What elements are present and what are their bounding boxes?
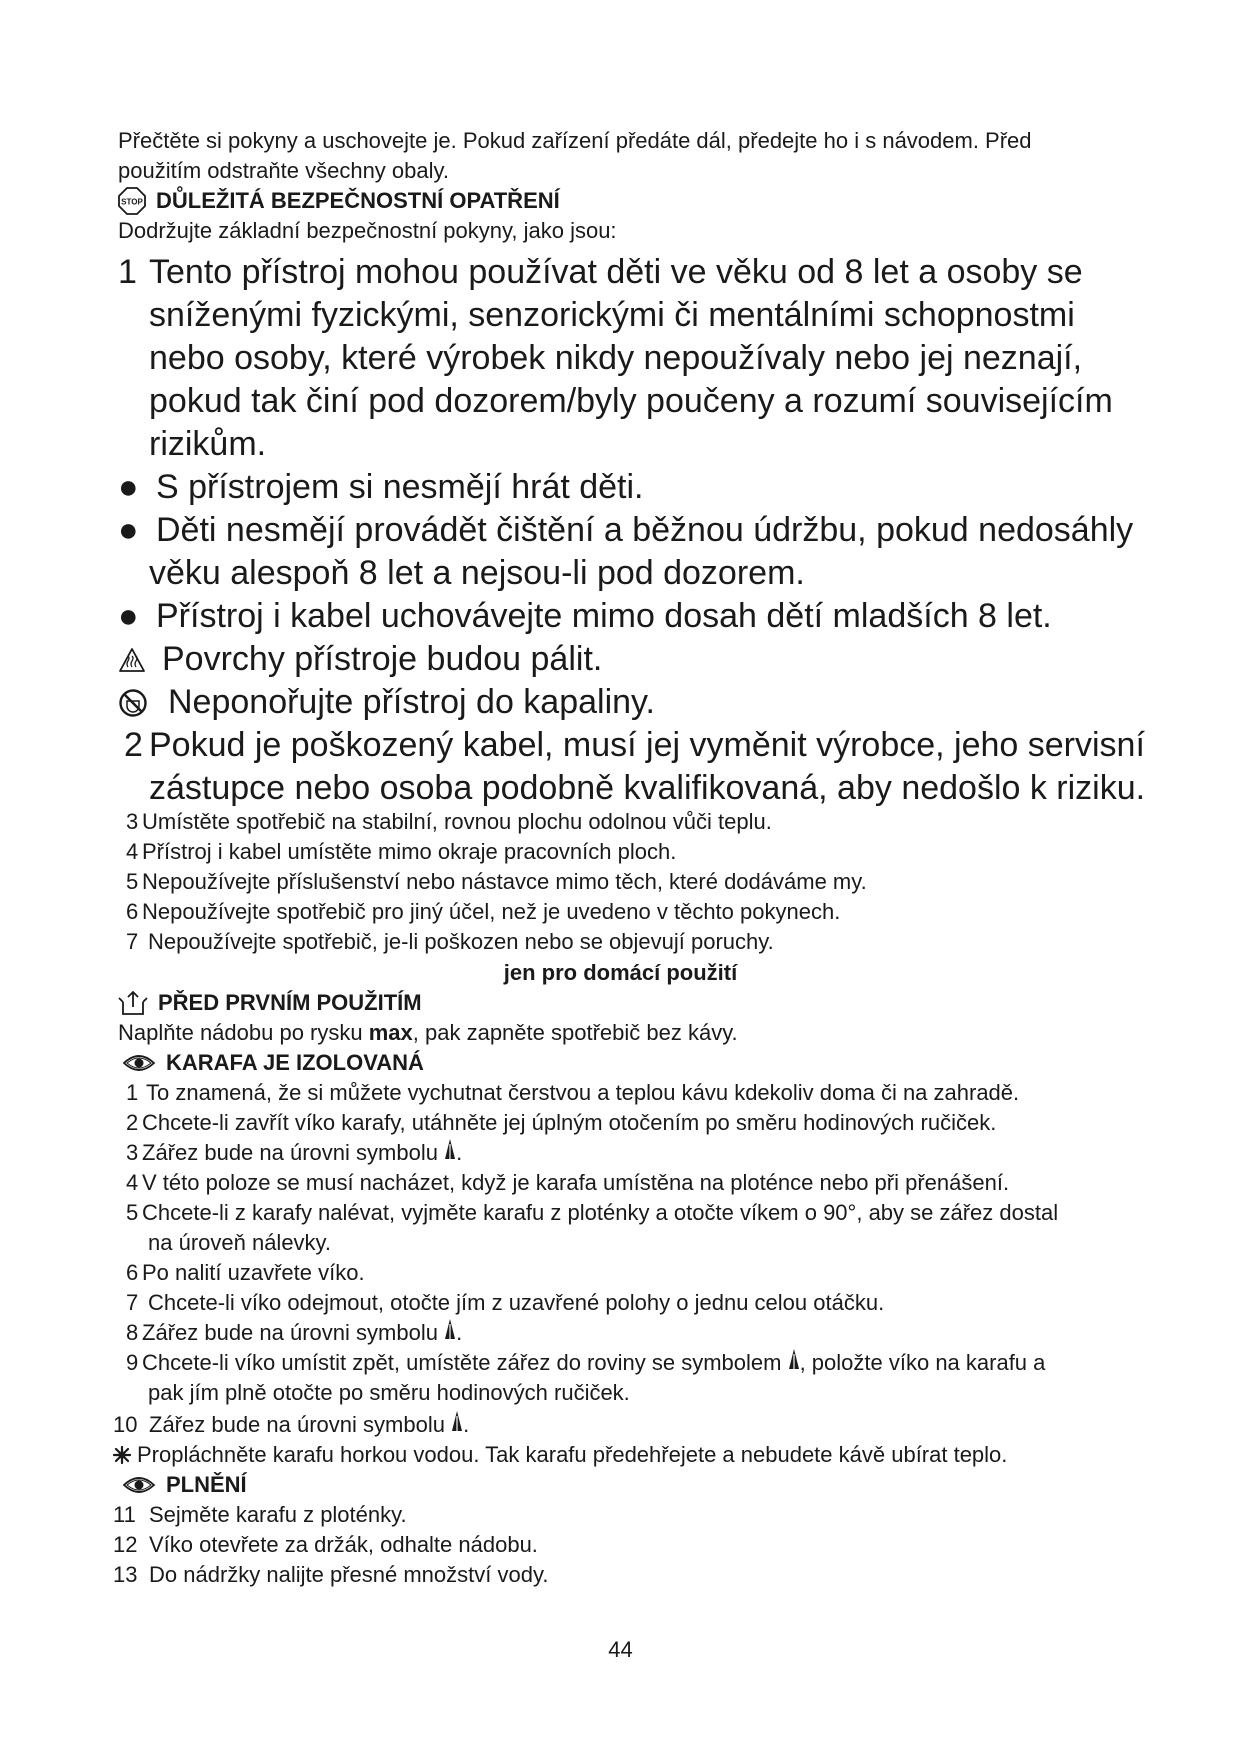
item-text: Sejměte karafu z ploténky. (149, 1502, 407, 1527)
item-number: 1 (126, 1080, 139, 1105)
item-text: Nepoužívejte příslušenství nebo nástavce mimo těch, které dodáváme my. (142, 869, 867, 894)
item-number: 13 (113, 1562, 138, 1587)
list-item (113, 1530, 548, 1560)
stop-icon-label: STOP (121, 197, 143, 207)
bullet-icon: ● (118, 468, 139, 506)
item-text: . (456, 1320, 463, 1345)
carafe-list-10 (113, 1410, 1007, 1470)
item-text: . (456, 1140, 463, 1165)
item-number: 5 (126, 869, 139, 894)
notch-symbol-icon (444, 1318, 456, 1340)
filling-section (118, 1470, 247, 1500)
page-number: 44 (608, 1637, 633, 1662)
item-text: pokud tak činí pod dozorem/byly poučeny a rozumí souvisejícím (149, 382, 1113, 420)
item-text: Chcete-li zavřít víko karafy, utáhněte jej úplným otočením po směru hodinových ručiček. (142, 1110, 997, 1135)
item-text: Zářez bude na úrovni symbolu (142, 1320, 438, 1345)
bullet-icon: ● (118, 511, 139, 549)
item-text: V této poloze se musí nacházet, když je karafa umístěna na ploténce nebo při přenášení. (142, 1170, 1010, 1195)
safety-title: DŮLEŽITÁ BEZPEČNOSTNÍ OPATŘENÍ (156, 188, 560, 213)
item-number: 3 (126, 809, 139, 834)
bullet-item (118, 595, 1145, 638)
eye-icon (122, 1053, 156, 1073)
bullet-icon: ● (118, 597, 139, 635)
item-text: nebo osoby, které výrobek nikdy nepoužívaly nebo jej neznají, (149, 339, 1083, 377)
item-text: Přístroj i kabel umístěte mimo okraje pracovních ploch. (142, 839, 677, 864)
safety-section (118, 186, 617, 246)
notch-symbol-icon (788, 1348, 800, 1370)
list-item (126, 837, 867, 867)
no-immerse-warning (118, 681, 1145, 724)
item-number: 10 (113, 1412, 138, 1437)
item-text: Po nalití uzavřete víko. (142, 1260, 365, 1285)
filling-list (113, 1500, 548, 1590)
item-text: Umístěte spotřebič na stabilní, rovnou plochu odolnou vůči teplu. (142, 809, 772, 834)
item-text-continued: na úroveň nálevky. (148, 1230, 332, 1255)
tip-star-icon (113, 1446, 137, 1464)
item-number: 4 (126, 1170, 139, 1195)
carafe-heading (118, 1048, 424, 1078)
unpack-icon (118, 989, 148, 1017)
safety-subtitle: Dodržujte základní bezpečnostní pokyny, jako jsou: (118, 218, 617, 243)
item-text: Víko otevřete za držák, odhalte nádobu. (149, 1532, 538, 1557)
safety-small-list (126, 807, 867, 957)
item-number: 2 (126, 1110, 139, 1135)
home-use-note: jen pro domácí použití (503, 960, 738, 985)
list-item (126, 1168, 1058, 1198)
item-number: 4 (126, 839, 139, 864)
item-number: 7 (126, 1290, 139, 1315)
item-text: Pokud je poškozený kabel, musí jej vyměnit výrobce, jeho servisní (149, 726, 1145, 764)
item-text: Chcete-li víko odejmout, otočte jím z uzavřené polohy o jednu celou otáčku. (148, 1290, 885, 1315)
item-number: 6 (126, 899, 139, 924)
list-item (126, 927, 867, 957)
list-item (126, 1078, 1058, 1108)
intro-paragraph (118, 126, 1032, 186)
bullet-item (118, 509, 1145, 552)
item-text: Tento přístroj mohou používat děti ve věku od 8 let a osoby se (149, 253, 1083, 291)
filling-heading (118, 1470, 247, 1500)
item-text: Nepoužívejte spotřebič, je-li poškozen nebo se objevují poruchy. (148, 929, 774, 954)
item-text: Do nádržky nalijte přesné množství vody. (149, 1562, 549, 1587)
no-immerse-icon (118, 688, 168, 718)
notch-symbol-icon (444, 1138, 456, 1160)
list-item (113, 1560, 548, 1590)
list-item (126, 1108, 1058, 1138)
item-text: . (463, 1412, 470, 1437)
list-item (126, 807, 867, 837)
item-text-continued: pak jím plně otočte po směru hodinových ručiček. (148, 1380, 630, 1405)
item-text: , položte víko na karafu a (799, 1350, 1046, 1375)
item-number: 1 (118, 253, 137, 291)
notch-symbol-icon (451, 1410, 463, 1432)
list-item (126, 897, 867, 927)
item-number: 7 (126, 929, 139, 954)
list-item (126, 1258, 1058, 1288)
list-item (126, 1288, 1058, 1318)
list-item (113, 1410, 1007, 1440)
max-label: max (368, 1020, 413, 1045)
item-number: 3 (126, 1140, 139, 1165)
item-text: To znamená, že si můžete vychutnat čerstvou a teplou kávu kdekoliv doma či na zahradě. (146, 1080, 1020, 1105)
list-item (126, 1138, 1058, 1168)
first-use-title: PŘED PRVNÍM POUŽITÍM (158, 990, 422, 1015)
item-text: S přístrojem si nesmějí hrát děti. (156, 468, 644, 506)
first-use-text (118, 1018, 738, 1048)
item-text: Zářez bude na úrovni symbolu (142, 1140, 438, 1165)
tip-text: Propláchněte karafu horkou vodou. Tak karafu předehřejete a nebudete kávě ubírat teplo. (137, 1442, 1008, 1467)
carafe-section (118, 1048, 424, 1078)
list-item (126, 1318, 1058, 1348)
tip-item (113, 1440, 1007, 1470)
item-text: Chcete-li víko umístit zpět, umístěte zářez do roviny se symbolem (142, 1350, 782, 1375)
list-item (126, 1198, 1058, 1228)
first-use-heading (118, 988, 738, 1018)
item-text: Neponořujte přístroj do kapaliny. (168, 683, 655, 721)
item-text: Přístroj i kabel uchovávejte mimo dosah dětí mladších 8 let. (156, 597, 1052, 635)
item-number: 12 (113, 1532, 138, 1557)
item-number: 2 (124, 726, 143, 764)
first-use-text-part: Naplňte nádobu po rysku (118, 1020, 369, 1045)
list-item (113, 1500, 548, 1530)
safety-heading (118, 186, 617, 216)
intro-line: použitím odstraňte všechny obaly. (118, 158, 449, 183)
item-text: rizikům. (149, 425, 267, 463)
eye-icon (122, 1475, 156, 1495)
list-item (126, 867, 867, 897)
intro-line: Přečtěte si pokyny a uschovejte je. Pokud zařízení předáte dál, předejte ho i s návodem. Před (118, 128, 1032, 153)
warning-item-1 (118, 251, 1145, 294)
first-use-section (118, 988, 738, 1048)
carafe-list (126, 1078, 1058, 1408)
item-number: 6 (126, 1260, 139, 1285)
first-use-text-part: , pak zapněte spotřebič bez kávy. (412, 1020, 738, 1045)
hot-surface-warning (118, 638, 1145, 681)
item-text: Chcete-li z karafy nalévat, vyjměte karafu z ploténky a otočte víkem o 90°, aby se zářez dostal (142, 1200, 1059, 1225)
item-text: Zářez bude na úrovni symbolu (149, 1412, 445, 1437)
item-text: věku alespoň 8 let a nejsou-li pod dozorem. (149, 554, 805, 592)
large-warnings (118, 251, 1145, 810)
filling-title: PLNĚNÍ (166, 1472, 247, 1497)
item-text: Nepoužívejte spotřebič pro jiný účel, než je uvedeno v těchto pokynech. (142, 899, 841, 924)
hot-surface-icon (118, 647, 162, 673)
item-number: 11 (113, 1502, 136, 1527)
stop-icon (118, 187, 146, 215)
item-text: zástupce nebo osoba podobně kvalifikovaná, aby nedošlo k riziku. (149, 769, 1146, 807)
item-number: 5 (126, 1200, 139, 1225)
item-number: 8 (126, 1320, 139, 1345)
carafe-title: KARAFA JE IZOLOVANÁ (166, 1050, 424, 1075)
item-number: 9 (126, 1350, 139, 1375)
list-item (126, 1348, 1058, 1378)
warning-item-2 (118, 724, 1145, 767)
item-text: sníženými fyzickými, senzorickými či mentálními schopnostmi (149, 296, 1075, 334)
item-text: Povrchy přístroje budou pálit. (162, 640, 603, 678)
bullet-item (118, 466, 1145, 509)
item-text: Děti nesmějí provádět čištění a běžnou údržbu, pokud nedosáhly (156, 511, 1134, 549)
